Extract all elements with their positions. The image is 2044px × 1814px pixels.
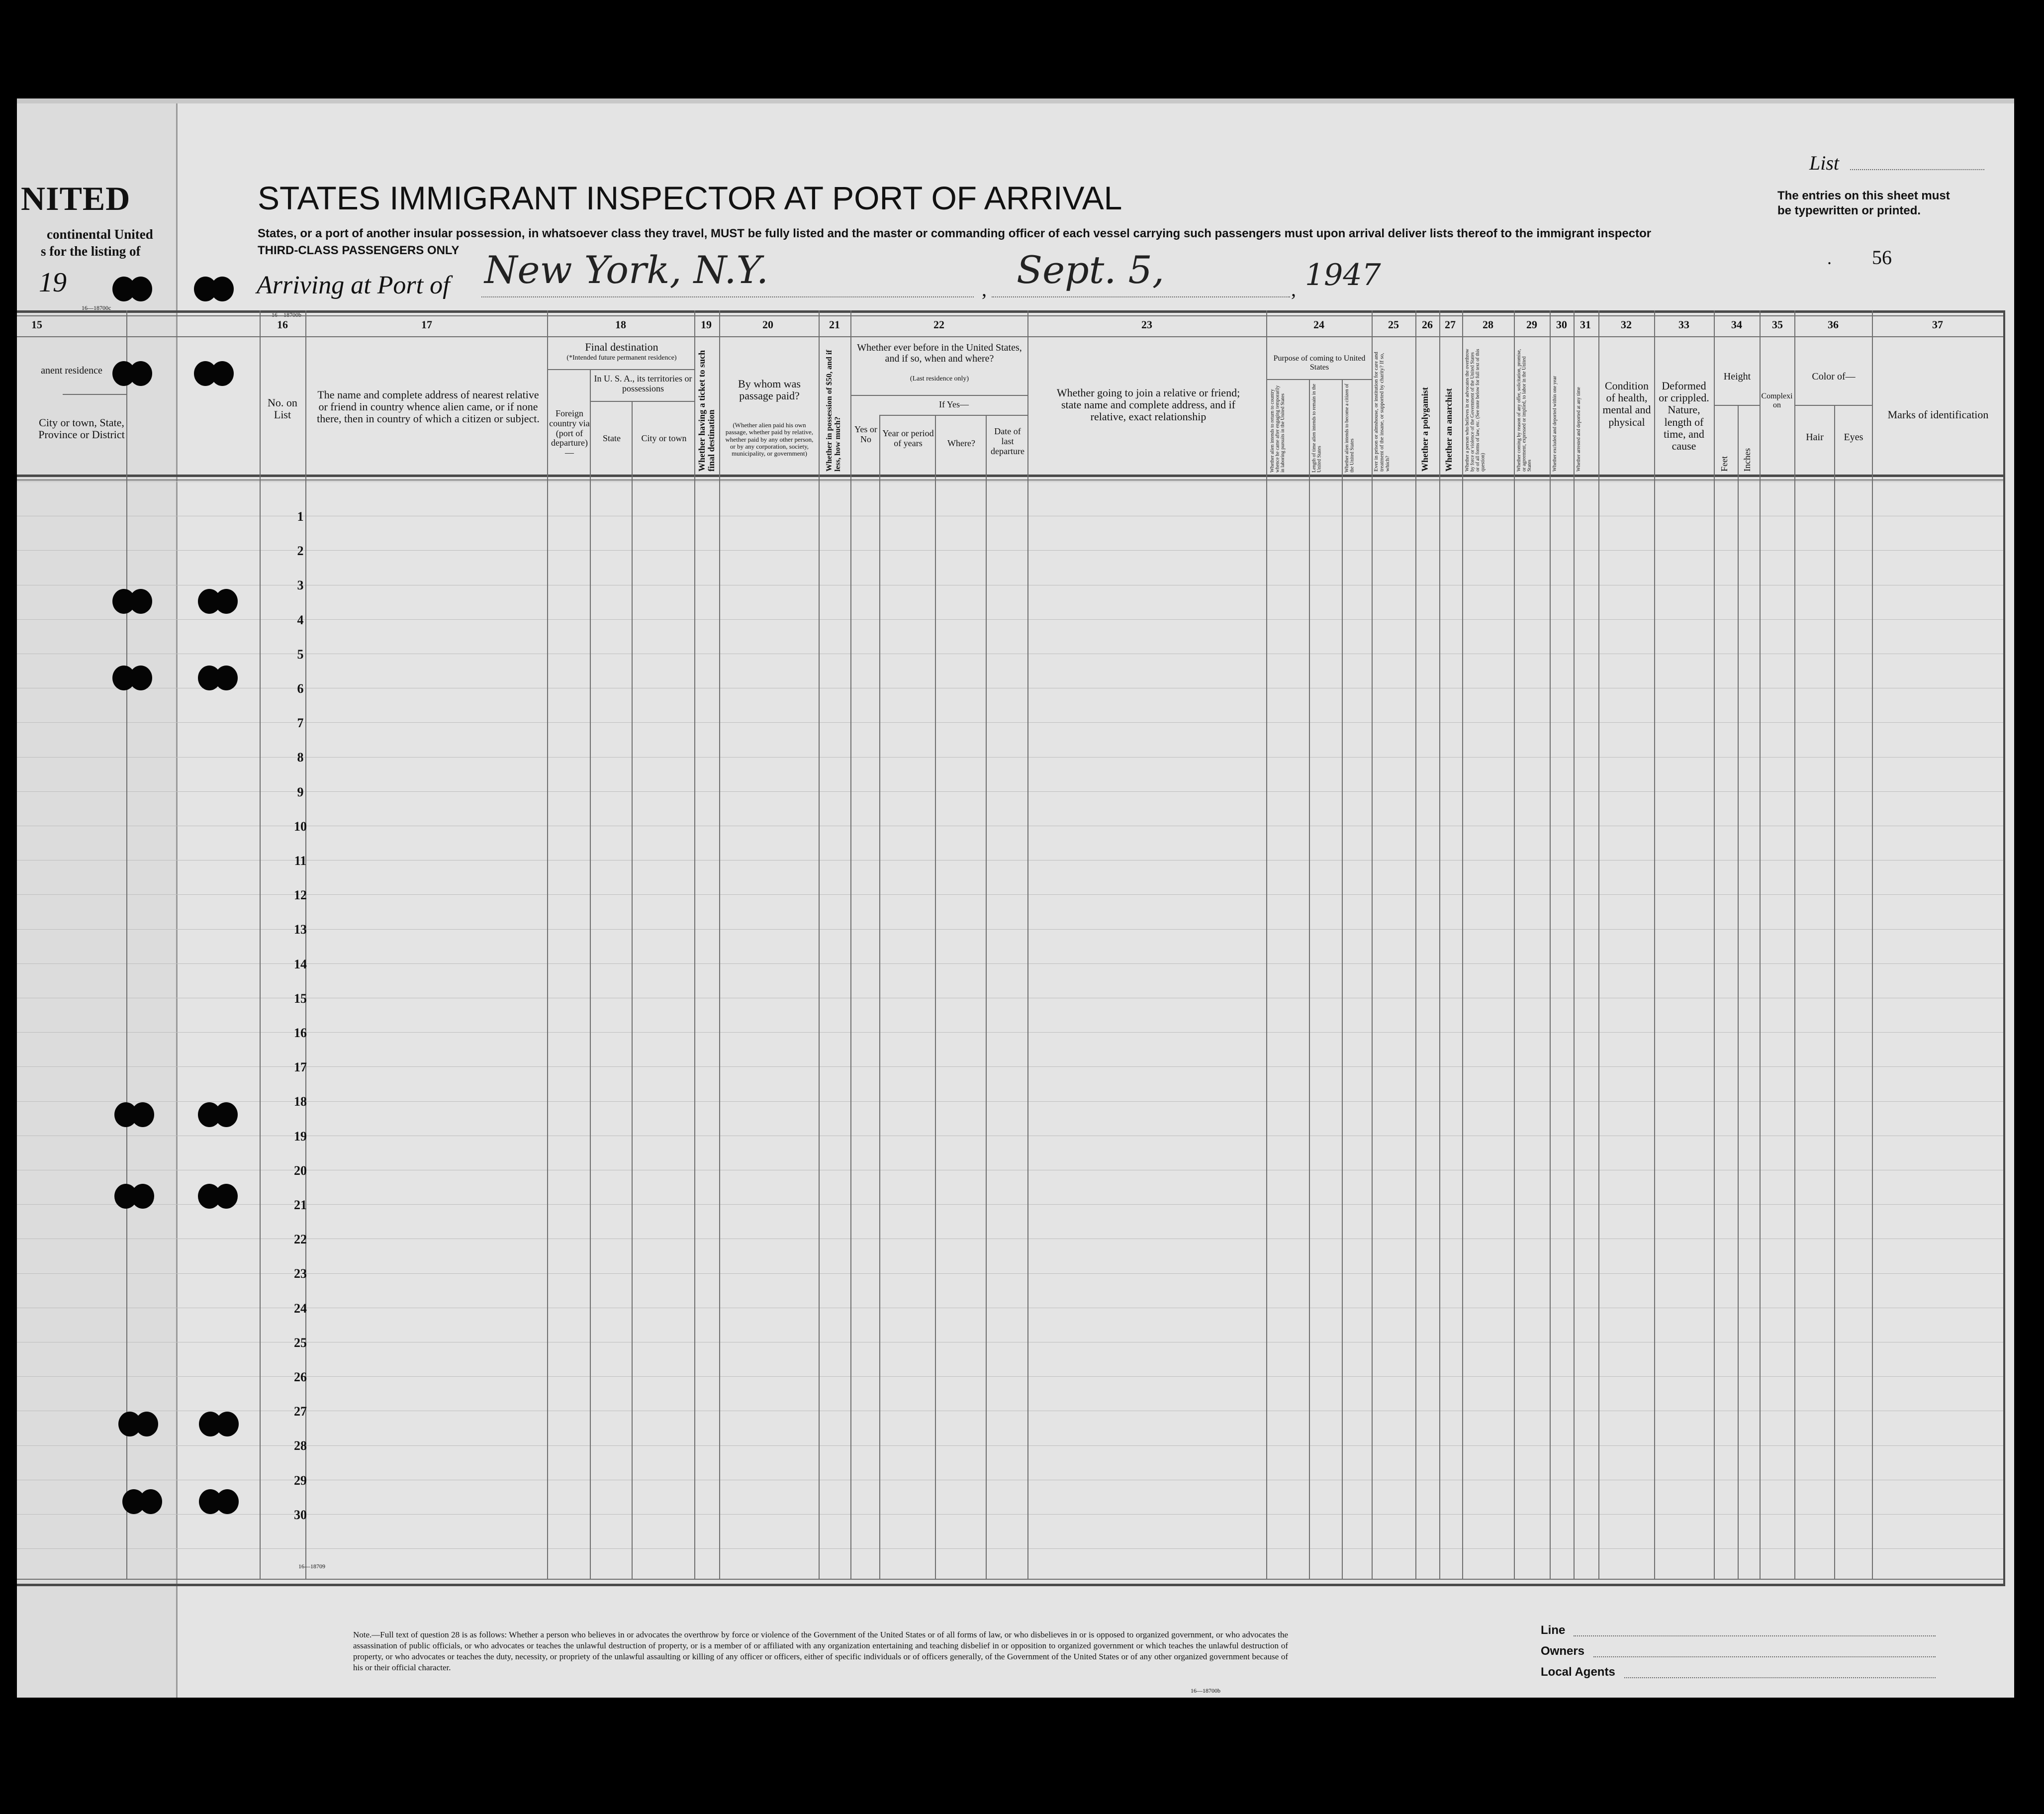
- row-number: 9: [297, 784, 304, 799]
- col-rule: [1027, 310, 1028, 1579]
- row-number: 26: [294, 1370, 307, 1384]
- col-rule: [986, 415, 987, 1579]
- col-number-19: 19: [701, 318, 712, 331]
- row-number: 19: [294, 1129, 307, 1144]
- col-rule: [1514, 310, 1515, 1579]
- punch-hole: [114, 1184, 155, 1210]
- local-agents-underline: [1624, 1677, 1936, 1678]
- col-number-20: 20: [762, 318, 773, 331]
- arriving-at-port-label: Arriving at Port of: [257, 271, 450, 299]
- row-number: 16: [294, 1026, 307, 1040]
- row-number: 22: [294, 1232, 307, 1247]
- header-yes-no: Yes or No: [854, 424, 877, 444]
- punch-hole: [199, 1489, 240, 1515]
- col-number-34: 34: [1731, 318, 1742, 331]
- col-rule: [1550, 310, 1551, 1579]
- row-number: 15: [294, 991, 307, 1006]
- header-no-on-list: No. on List: [268, 396, 297, 421]
- punch-hole: [112, 361, 153, 387]
- dot: .: [1827, 248, 1832, 268]
- header-passage-paid: By whom was passage paid?: [738, 378, 801, 402]
- col-rule: [850, 310, 851, 1579]
- row-number: 21: [294, 1198, 307, 1212]
- header-polygamist: Whether a polygamist: [1420, 387, 1430, 472]
- sub-rule: [1266, 379, 1372, 380]
- entries-note-1: The entries on this sheet must: [1777, 189, 1950, 202]
- third-class-label: THIRD-CLASS PASSENGERS ONLY: [258, 244, 460, 257]
- sub-rule: [850, 395, 1027, 396]
- header-nearest-relative: The name and complete address of nearest relative or friend in country whence alien came, or if none there, then in country of which a citizen or subject.: [317, 388, 540, 425]
- col-rule: [694, 310, 695, 1579]
- header-anarchist: Whether an anarchist: [1444, 388, 1454, 472]
- page-subtitle: States, or a port of another insular possession, in whatsoever class they travel, MUST be fully listed and the master or commanding officer of each vessel carrying such passengers must upon arrival deliver lists thereof to the immigrant inspector: [258, 227, 1652, 240]
- row-number: 23: [294, 1266, 307, 1281]
- punch-hole: [114, 1102, 155, 1128]
- row-number: 12: [294, 888, 307, 903]
- row-number: 2: [297, 544, 304, 559]
- folded-left-page: [17, 98, 178, 1698]
- col-number-21: 21: [829, 318, 840, 331]
- row-number: 24: [294, 1301, 307, 1316]
- header-final-destination: Final destination: [585, 341, 658, 353]
- header-if-yes: If Yes—: [938, 399, 969, 409]
- header-return-intent: Whether alien intends to return to country whence he came after engaging temporarily in laboring pursuits in the United States: [1270, 385, 1286, 473]
- left-subtitle-line1: continental United: [47, 227, 153, 242]
- header-ticket: Whether having a ticket to such final destination: [697, 350, 716, 472]
- col-number-30: 30: [1556, 318, 1567, 331]
- row-number: 25: [294, 1335, 307, 1350]
- header-residence: anent residence: [41, 365, 102, 376]
- header-passage-paid-note: (Whether alien paid his own passage, whether paid by relative, whether paid by any other person, or by any corporation, society, municipality, or government): [725, 421, 814, 458]
- col-rule: [1598, 310, 1599, 1579]
- header-labor-offer: Whether coming by reason of any offer, solicitation, promise, or agreement, expressed or implied, to labor in the United States: [1516, 349, 1532, 472]
- owners-label: Owners: [1541, 1644, 1585, 1658]
- sub-rule: [1794, 405, 1872, 406]
- form-code-bottom: 16—18709: [298, 1563, 325, 1570]
- port-underline: [481, 296, 974, 297]
- col-rule: [1309, 379, 1310, 1579]
- manifest-sheet: [17, 98, 2014, 1698]
- punch-hole: [194, 361, 235, 387]
- footer-note: Note.—Full text of question 28 is as follows: Whether a person who believes in or advocates the overthrow by force or violence of the Government of the United States or of all forms of law, or who disbelieves in or is opposed to organized government, or who advocates the assassination of public officials, or who advocates or teaches the unlawful destruction of property, or is a member of or affiliated with any organization entertaining and teaching disbelief in or opposition to organized government or which teaches the unlawful destruction of property, or who advocates or teaches the duty, necessity, or propriety of the unlawful assaulting or killing of any officer or officers, either of specific individuals or of officers generally, of the Government of the United States or of any other organized government because of his or their official character.: [353, 1630, 1288, 1673]
- row-rule: [17, 1548, 2003, 1549]
- header-where: Where?: [947, 438, 975, 448]
- date-underline: [992, 296, 1290, 297]
- header-height: Height: [1723, 371, 1751, 382]
- list-underline: [1850, 169, 1984, 170]
- header-purpose: Purpose of coming to United States: [1273, 354, 1366, 372]
- table-right-border: [2003, 310, 2005, 1584]
- col-number-35: 35: [1772, 318, 1783, 331]
- header-health: Condition of health, mental and physical: [1602, 380, 1651, 428]
- col-number-24: 24: [1313, 318, 1324, 331]
- col-rule: [1654, 310, 1655, 1579]
- col-rule: [305, 310, 306, 1579]
- sub-rule: [879, 415, 1027, 416]
- line-label: Line: [1541, 1623, 1566, 1637]
- header-length-of-stay: Length of time alien intends to remain in the United States: [1311, 383, 1322, 473]
- row-number: 18: [294, 1094, 307, 1109]
- col-number-31: 31: [1580, 318, 1591, 331]
- punch-hole: [112, 589, 153, 615]
- row-number: 4: [297, 612, 304, 627]
- punch-hole: [112, 277, 153, 302]
- header-year-period: Year or period of years: [882, 428, 934, 448]
- col-rule: [1342, 379, 1343, 1579]
- row-number: 14: [294, 956, 307, 971]
- list-label: List: [1809, 152, 1840, 174]
- date-value: Sept. 5,: [1017, 248, 1165, 292]
- col-number-17: 17: [421, 318, 432, 331]
- form-code-top: 16—18700b: [272, 311, 301, 318]
- left-year-fragment: 19: [39, 267, 67, 298]
- row-number: 1: [297, 509, 304, 524]
- col-rule: [547, 310, 548, 1579]
- left-title-fragment: NITED: [21, 180, 131, 217]
- col-number-37: 37: [1932, 318, 1943, 331]
- header-color-of: Color of—: [1812, 371, 1856, 382]
- local-agents-label: Local Agents: [1541, 1665, 1615, 1679]
- punch-hole: [198, 666, 239, 691]
- col-number-16: 16: [277, 318, 288, 331]
- header-last-residence-note: (Last residence only): [910, 375, 969, 382]
- page-edge: [17, 98, 2014, 103]
- col-rule: [1872, 310, 1873, 1579]
- punch-hole: [122, 1489, 163, 1515]
- header-feet: Feet: [1719, 456, 1729, 472]
- sub-rule: [63, 394, 126, 395]
- header-deformed: Deformed or crippled. Nature, length of time, and cause: [1659, 380, 1709, 452]
- form-code-left: 16—18700c: [82, 304, 111, 311]
- col-number-29: 29: [1526, 318, 1537, 331]
- col-rule: [819, 310, 820, 1579]
- year-value: 1947: [1305, 258, 1381, 292]
- header-become-citizen: Whether alien intends to become a citizen of the United States: [1344, 383, 1355, 473]
- punch-hole: [118, 1412, 159, 1437]
- header-inches: Inches: [1742, 448, 1752, 472]
- col-number-27: 27: [1445, 318, 1456, 331]
- col-rule: [1834, 405, 1835, 1579]
- col-rule: [1574, 310, 1575, 1579]
- col-rule: [126, 310, 127, 1579]
- entries-note-2: be typewritten or printed.: [1777, 204, 1921, 217]
- col-rule: [1794, 310, 1795, 1579]
- header-final-destination-note: (*Intended future permanent residence): [566, 354, 677, 362]
- col-number-26: 26: [1422, 318, 1433, 331]
- punch-hole: [198, 589, 239, 615]
- col-rule: [935, 415, 936, 1579]
- row-number: 8: [297, 750, 304, 765]
- col-number-28: 28: [1483, 318, 1493, 331]
- row-number: 10: [294, 819, 307, 834]
- table-top-border: [17, 310, 2005, 313]
- sub-rule: [590, 401, 694, 402]
- owners-underline: [1593, 1656, 1936, 1657]
- header-complexion: Complexion: [1761, 392, 1793, 409]
- col-number-15: 15: [31, 318, 42, 331]
- header-overthrow: Whether a person who believes in or advocates the overthrow by force or violence of the Government of the United States or of all forms of law, etc. (See note below for full text of this question): [1465, 349, 1486, 472]
- col-rule: [719, 310, 720, 1579]
- header-city-town: City or town: [641, 433, 687, 443]
- header-hair: Hair: [1806, 432, 1824, 443]
- col-rule: [1714, 310, 1715, 1579]
- row-number: 27: [294, 1404, 307, 1419]
- col-rule: [590, 369, 591, 1579]
- table-bottom-border-2: [17, 1584, 2005, 1586]
- col-rule: [879, 415, 880, 1579]
- header-ever-before: Whether ever before in the United States, and if so, when and where?: [857, 342, 1022, 364]
- row-rule: [17, 481, 2003, 482]
- col-number-18: 18: [615, 318, 626, 331]
- row-number: 5: [297, 647, 304, 662]
- row-number: 3: [297, 578, 304, 593]
- row-number: 6: [297, 681, 304, 696]
- page-title: STATES IMMIGRANT INSPECTOR AT PORT OF ARRIVAL: [258, 180, 1122, 216]
- header-eyes: Eyes: [1844, 432, 1863, 443]
- row-number: 11: [294, 854, 307, 868]
- table-top-border-2: [17, 315, 2005, 316]
- sub-rule: [1714, 405, 1760, 406]
- punch-hole: [198, 1184, 239, 1210]
- comma: ,: [1291, 278, 1296, 300]
- footer-note-code: 16—18700b: [1191, 1687, 1220, 1694]
- table-bottom-border: [17, 1579, 2005, 1580]
- punch-hole: [199, 1412, 240, 1437]
- row-number: 28: [294, 1438, 307, 1453]
- page-number: 56: [1872, 246, 1892, 269]
- row-number: 30: [294, 1507, 307, 1522]
- row-number: 29: [294, 1473, 307, 1488]
- line-underline: [1574, 1635, 1936, 1636]
- header-bottom-border-2: [17, 479, 2005, 480]
- header-last-departure: Date of last departure: [991, 426, 1024, 456]
- col-number-22: 22: [933, 318, 944, 331]
- header-marks: Marks of identification: [1887, 408, 1989, 421]
- col-rule: [1415, 310, 1416, 1579]
- row-number: 13: [294, 922, 307, 937]
- row-number: 20: [294, 1163, 307, 1178]
- col-rule: [1439, 310, 1440, 1579]
- header-state: State: [603, 433, 621, 443]
- col-number-32: 32: [1621, 318, 1632, 331]
- comma: ,: [982, 278, 987, 300]
- header-prison: Ever in prison or almshouse, or institution for care and treatment of the insane, or supported by charity? If so, which?: [1373, 352, 1391, 472]
- col-rule: [632, 401, 633, 1579]
- punch-hole: [112, 666, 153, 691]
- punch-hole: [194, 277, 235, 302]
- row-number: 7: [297, 716, 304, 731]
- header-in-usa: In U. S. A., its territories or possessions: [594, 374, 692, 393]
- header-city-state: City or town, State, Province or District: [38, 416, 125, 441]
- col-number-33: 33: [1678, 318, 1689, 331]
- header-bottom-border: [17, 475, 2005, 477]
- header-arrested: Whether arrested and deported at any time: [1576, 387, 1581, 472]
- header-fifty-dollars: Whether in possession of $50, and if less, how much?: [825, 350, 842, 472]
- col-number-36: 36: [1828, 318, 1839, 331]
- port-value: New York, N.Y.: [484, 248, 769, 292]
- col-rule: [1738, 405, 1739, 1579]
- header-join-relative: Whether going to join a relative or friend; state name and complete address, and if relative, exact relationship: [1056, 386, 1240, 423]
- header-excluded: Whether excluded and deported within one year: [1552, 376, 1558, 472]
- sub-rule: [547, 369, 694, 370]
- col-rule: [260, 310, 261, 1579]
- punch-hole: [198, 1102, 239, 1128]
- left-subtitle-line2: s for the listing of: [41, 244, 141, 259]
- col-rule: [1462, 310, 1463, 1579]
- col-rule: [1266, 310, 1267, 1579]
- header-foreign-country: Foreign country via (port of departure)—: [549, 408, 590, 458]
- column-number-rule: [17, 336, 2005, 337]
- col-rule: [1372, 310, 1373, 1579]
- col-number-25: 25: [1388, 318, 1399, 331]
- col-number-23: 23: [1141, 318, 1152, 331]
- row-number: 17: [294, 1060, 307, 1075]
- col-rule: [1760, 310, 1761, 1579]
